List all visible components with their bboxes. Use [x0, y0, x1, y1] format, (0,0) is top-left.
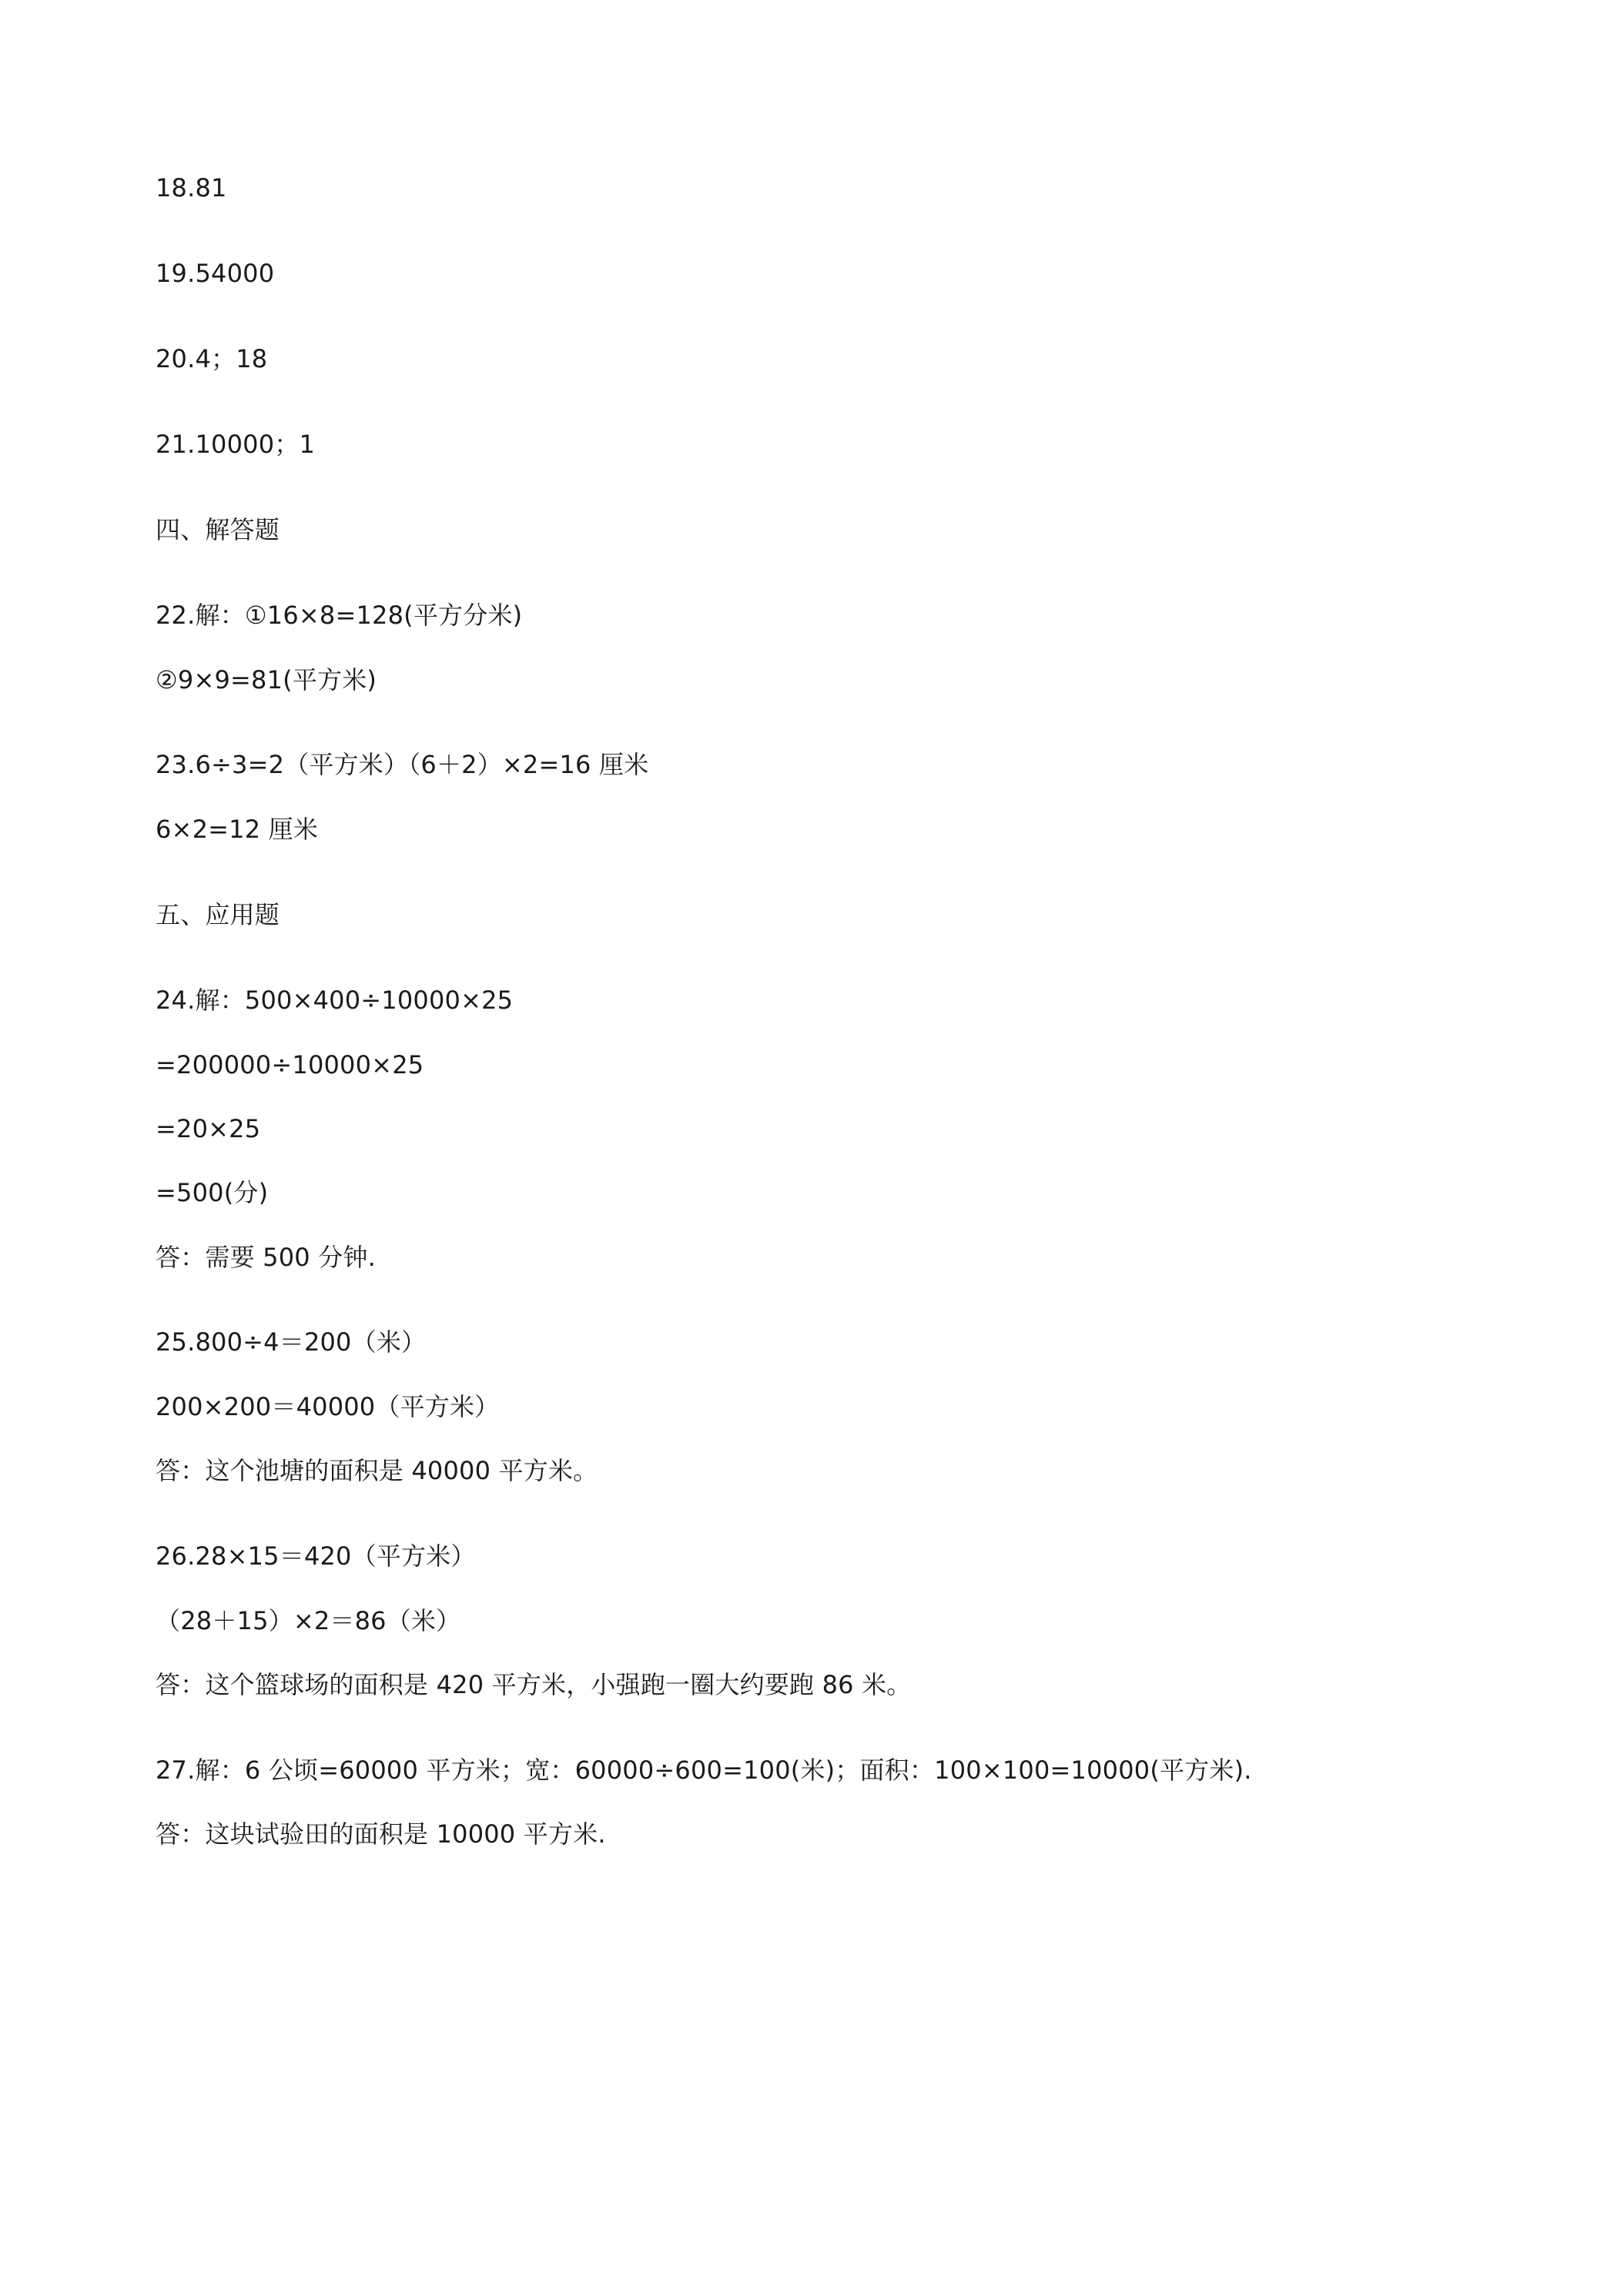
answer-22-line-1: 22.解：①16×8=128(平方分米): [156, 601, 523, 630]
answer-27-conclusion: 答：这块试验田的面积是 10000 平方米.: [156, 1819, 606, 1849]
answer-25-line-2: 200×200＝40000（平方米）: [156, 1392, 500, 1421]
answer-24-line-2: =200000÷10000×25: [156, 1050, 424, 1079]
answer-22-line-2: ②9×9=81(平方米): [156, 665, 377, 694]
answer-25-line-1: 25.800÷4＝200（米）: [156, 1327, 427, 1357]
answer-21: 21.10000；1: [156, 430, 316, 459]
answer-23-line-2: 6×2=12 厘米: [156, 815, 319, 844]
section-heading-4: 四、解答题: [156, 515, 280, 544]
answer-24-conclusion: 答：需要 500 分钟.: [156, 1243, 376, 1272]
answer-24-line-4: =500(分): [156, 1178, 269, 1207]
answer-18: 18.81: [156, 173, 227, 202]
answer-23-line-1: 23.6÷3=2（平方米）（6＋2）×2=16 厘米: [156, 750, 649, 779]
answer-27-line-1: 27.解：6 公顷=60000 平方米；宽：60000÷600=100(米)；面积：100×100=10000(平方米).: [156, 1755, 1252, 1785]
answer-26-conclusion: 答：这个篮球场的面积是 420 平方米，小强跑一圈大约要跑 86 米。: [156, 1670, 912, 1699]
section-heading-5: 五、应用题: [156, 900, 280, 929]
answer-24-line-1: 24.解：500×400÷10000×25: [156, 986, 514, 1015]
answer-24-line-3: =20×25: [156, 1114, 261, 1143]
answer-25-conclusion: 答：这个池塘的面积是 40000 平方米。: [156, 1456, 598, 1485]
answer-26-line-2: （28＋15）×2＝86（米）: [156, 1606, 461, 1635]
answer-26-line-1: 26.28×15＝420（平方米）: [156, 1541, 476, 1571]
answer-19: 19.54000: [156, 259, 275, 288]
answer-20: 20.4；18: [156, 344, 268, 373]
